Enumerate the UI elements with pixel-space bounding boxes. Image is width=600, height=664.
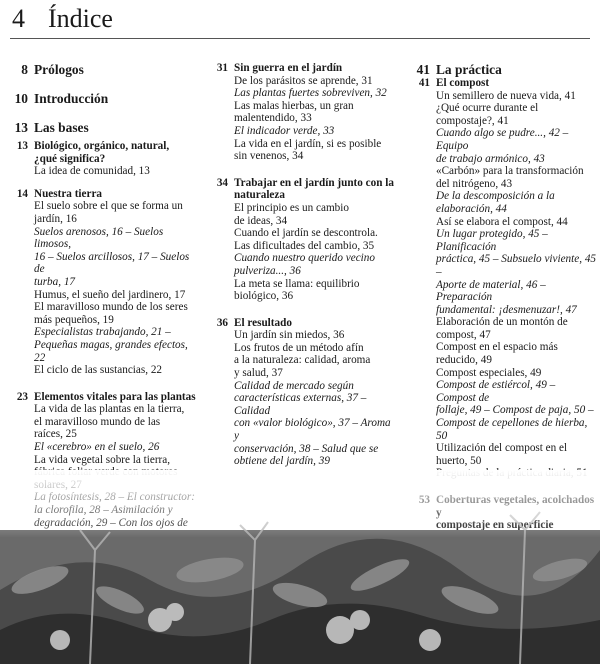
toc-entry[interactable]: del nitrógeno, 43 [436,177,513,190]
section-entries [206,75,396,163]
page-header [10,4,590,38]
section-title: El compost [436,77,490,89]
toc-subentry[interactable]: El «cerebro» en el suelo, 26 [34,441,160,454]
toc-entry[interactable]: malentendido, 33 [234,112,312,125]
toc-subentry[interactable]: Especialistas trabajando, 21 – [34,326,171,339]
toc-entry[interactable]: jardín, 16 [34,212,77,225]
toc-entry[interactable]: compostaje?, 41 [436,114,509,127]
toc-chapter[interactable] [6,91,196,106]
toc-entry[interactable]: La meta se llama: equilibrio [234,277,360,290]
toc-entry[interactable]: ¿Qué ocurre durante el [436,102,539,115]
toc-subentry[interactable]: El indicador verde, 33 [234,124,335,137]
toc-section[interactable] [6,391,196,404]
section-page: 41 [418,77,430,89]
toc-entry[interactable]: Humus, el sueño del jardinero, 17 [34,288,186,301]
toc-subentry[interactable]: Compost de estiércol, 49 – Compost de [436,379,556,404]
toc-entry[interactable]: «Carbón» para la transformación [436,165,584,178]
chapter-page: 10 [14,91,28,106]
toc-entry[interactable]: a la naturaleza: calidad, aroma [234,354,371,367]
toc-subentry[interactable]: De la descomposición a la elaboración, 44 [436,190,555,215]
toc-subentry[interactable]: Las plantas fuertes sobreviven, 32 [234,87,387,100]
chapter-title: Introducción [34,91,109,106]
toc-subentry[interactable]: 16 – Suelos arcillosos, 17 – Suelos de [34,250,190,276]
toc-entry[interactable]: Así se elabora el compost, 44 [436,215,568,228]
toc-entry[interactable]: De los parásitos se aprende, 31 [234,74,373,87]
toc-subentry[interactable]: características externas, 37 – Calidad [234,392,367,417]
toc-section[interactable] [206,317,396,330]
toc-entry[interactable]: El ciclo de las sustancias, 22 [34,364,163,377]
toc-entry[interactable]: El suelo sobre el que se forma un [34,200,183,213]
toc-subentry[interactable]: fundamental: ¡desmenuzar!, 47 [436,303,577,316]
toc-chapter[interactable] [6,62,196,77]
toc-entry[interactable]: El maravilloso mundo de los seres [34,301,188,314]
section-title: Nuestra tierra [34,187,103,200]
toc-entry[interactable]: Cuando el jardín se descontrola. [234,227,378,240]
toc-entry[interactable]: La vida vegetal sobre la tierra, [34,453,171,466]
section-title: Sin guerra en el jardín [234,62,343,74]
header-rule [10,38,590,39]
toc-entry[interactable]: sin venenos, 34 [234,150,304,163]
toc-subentry[interactable]: práctica, 45 – Subsuelo viviente, 45 – [436,253,597,278]
toc-entry[interactable]: de ideas, 34 [234,214,288,227]
toc-chapter[interactable] [408,62,596,77]
toc-entry[interactable]: raíces, 25 [34,428,77,441]
section-page: 13 [16,140,28,152]
section-title: Elementos vitales para las plantas [34,390,196,403]
toc-subentry[interactable]: Suelos arenosos, 16 – Suelos limosos, [34,225,164,251]
section-title: El resultado [234,316,292,329]
toc-entry[interactable]: huerto, 50 [436,454,482,467]
toc-entry[interactable]: biológico, 36 [234,290,294,303]
toc-subentry[interactable]: de trabajo armónico, 43 [436,152,545,165]
toc-entry[interactable]: más pequeños, 19 [34,313,114,326]
toc-section[interactable] [6,140,196,165]
toc-chapter[interactable] [6,120,196,135]
toc-entry[interactable]: Compost en el espacio más [436,341,558,354]
toc-entry[interactable]: y salud, 37 [234,367,283,380]
chapter-page: 41 [416,62,430,77]
toc-entry[interactable]: Elaboración de un montón de [436,316,568,329]
section-entries [6,165,196,178]
toc-subentry[interactable]: Compost de cepellones de hierba, 50 [436,417,588,442]
section-entries [408,90,596,480]
toc-section[interactable] [6,188,196,201]
toc-subentry[interactable]: Un lugar protegido, 45 – Planificación [436,228,548,253]
toc-entry[interactable]: Las dificultades del cambio, 35 [234,239,375,252]
section-entries [6,200,196,376]
section-entries [206,329,396,468]
section-page: 14 [16,187,28,200]
toc-section[interactable] [206,177,396,202]
section-page: 34 [216,176,228,189]
chapter-page: 8 [21,62,28,77]
chapter-title: Las bases [34,120,89,135]
toc-subentry[interactable]: turba, 17 [34,275,76,288]
section-title: Biológico, orgánico, natural, ¿qué significa? [34,140,170,165]
toc-entry[interactable]: compost, 47 [436,328,491,341]
toc-subentry[interactable]: Cuando nuestro querido vecino [234,252,375,265]
toc-subentry[interactable]: Aporte de material, 46 – Preparación [436,278,546,304]
toc-entry[interactable]: Las malas hierbas, un gran [234,99,354,112]
toc-subentry[interactable]: obtiene del jardín, 39 [234,455,330,468]
toc-subentry[interactable]: Cuando algo se pudre..., 42 – Equipo [436,127,569,152]
section-title: Trabajar en el jardín junto con la naturaleza [234,176,394,202]
toc-entry[interactable]: Un semillero de nueva vida, 41 [436,89,576,102]
toc-entry[interactable]: Los frutos de un método afín [234,341,364,354]
toc-subentry[interactable]: follaje, 49 – Compost de paja, 50 – [436,404,594,417]
toc-entry[interactable]: La vida en el jardín, si es posible [234,137,382,150]
toc-entry[interactable]: Utilización del compost en el [436,442,568,455]
toc-section[interactable] [206,62,396,75]
toc-section[interactable] [408,77,596,90]
toc-entry[interactable]: reducido, 49 [436,354,492,367]
toc-entry[interactable]: Compost especiales, 49 [436,366,542,379]
section-page: 31 [216,62,228,74]
toc-entry[interactable]: el maravilloso mundo de las [34,415,161,428]
toc-subentry[interactable]: conservación, 38 – Salud que se [234,442,379,455]
chapter-title: La práctica [436,62,502,77]
section-page: 36 [216,316,228,329]
toc-subentry[interactable]: con «valor biológico», 37 – Aroma y [234,417,391,443]
toc-column-2 [206,62,396,468]
garden-plants-image [0,470,600,664]
page-title: Índice [48,4,113,33]
toc-subentry[interactable]: Pequeñas magas, grandes efectos, 22 [34,338,188,364]
toc-entry[interactable]: El principio es un cambio [234,201,349,214]
chapter-page: 13 [14,120,28,135]
toc-subentry[interactable]: Calidad de mercado según [234,379,354,392]
chapter-title: Prólogos [34,62,84,77]
section-entries [206,202,396,303]
section-page: 23 [16,390,28,403]
page-number: 4 [12,4,25,33]
toc-subentry[interactable]: pulveriza..., 36 [234,264,301,277]
toc-entry[interactable]: Un jardín sin miedos, 36 [234,329,345,342]
toc-entry[interactable]: La idea de comunidad, 13 [34,165,150,178]
toc-entry[interactable]: La vida de las plantas en la tierra, [34,403,185,416]
